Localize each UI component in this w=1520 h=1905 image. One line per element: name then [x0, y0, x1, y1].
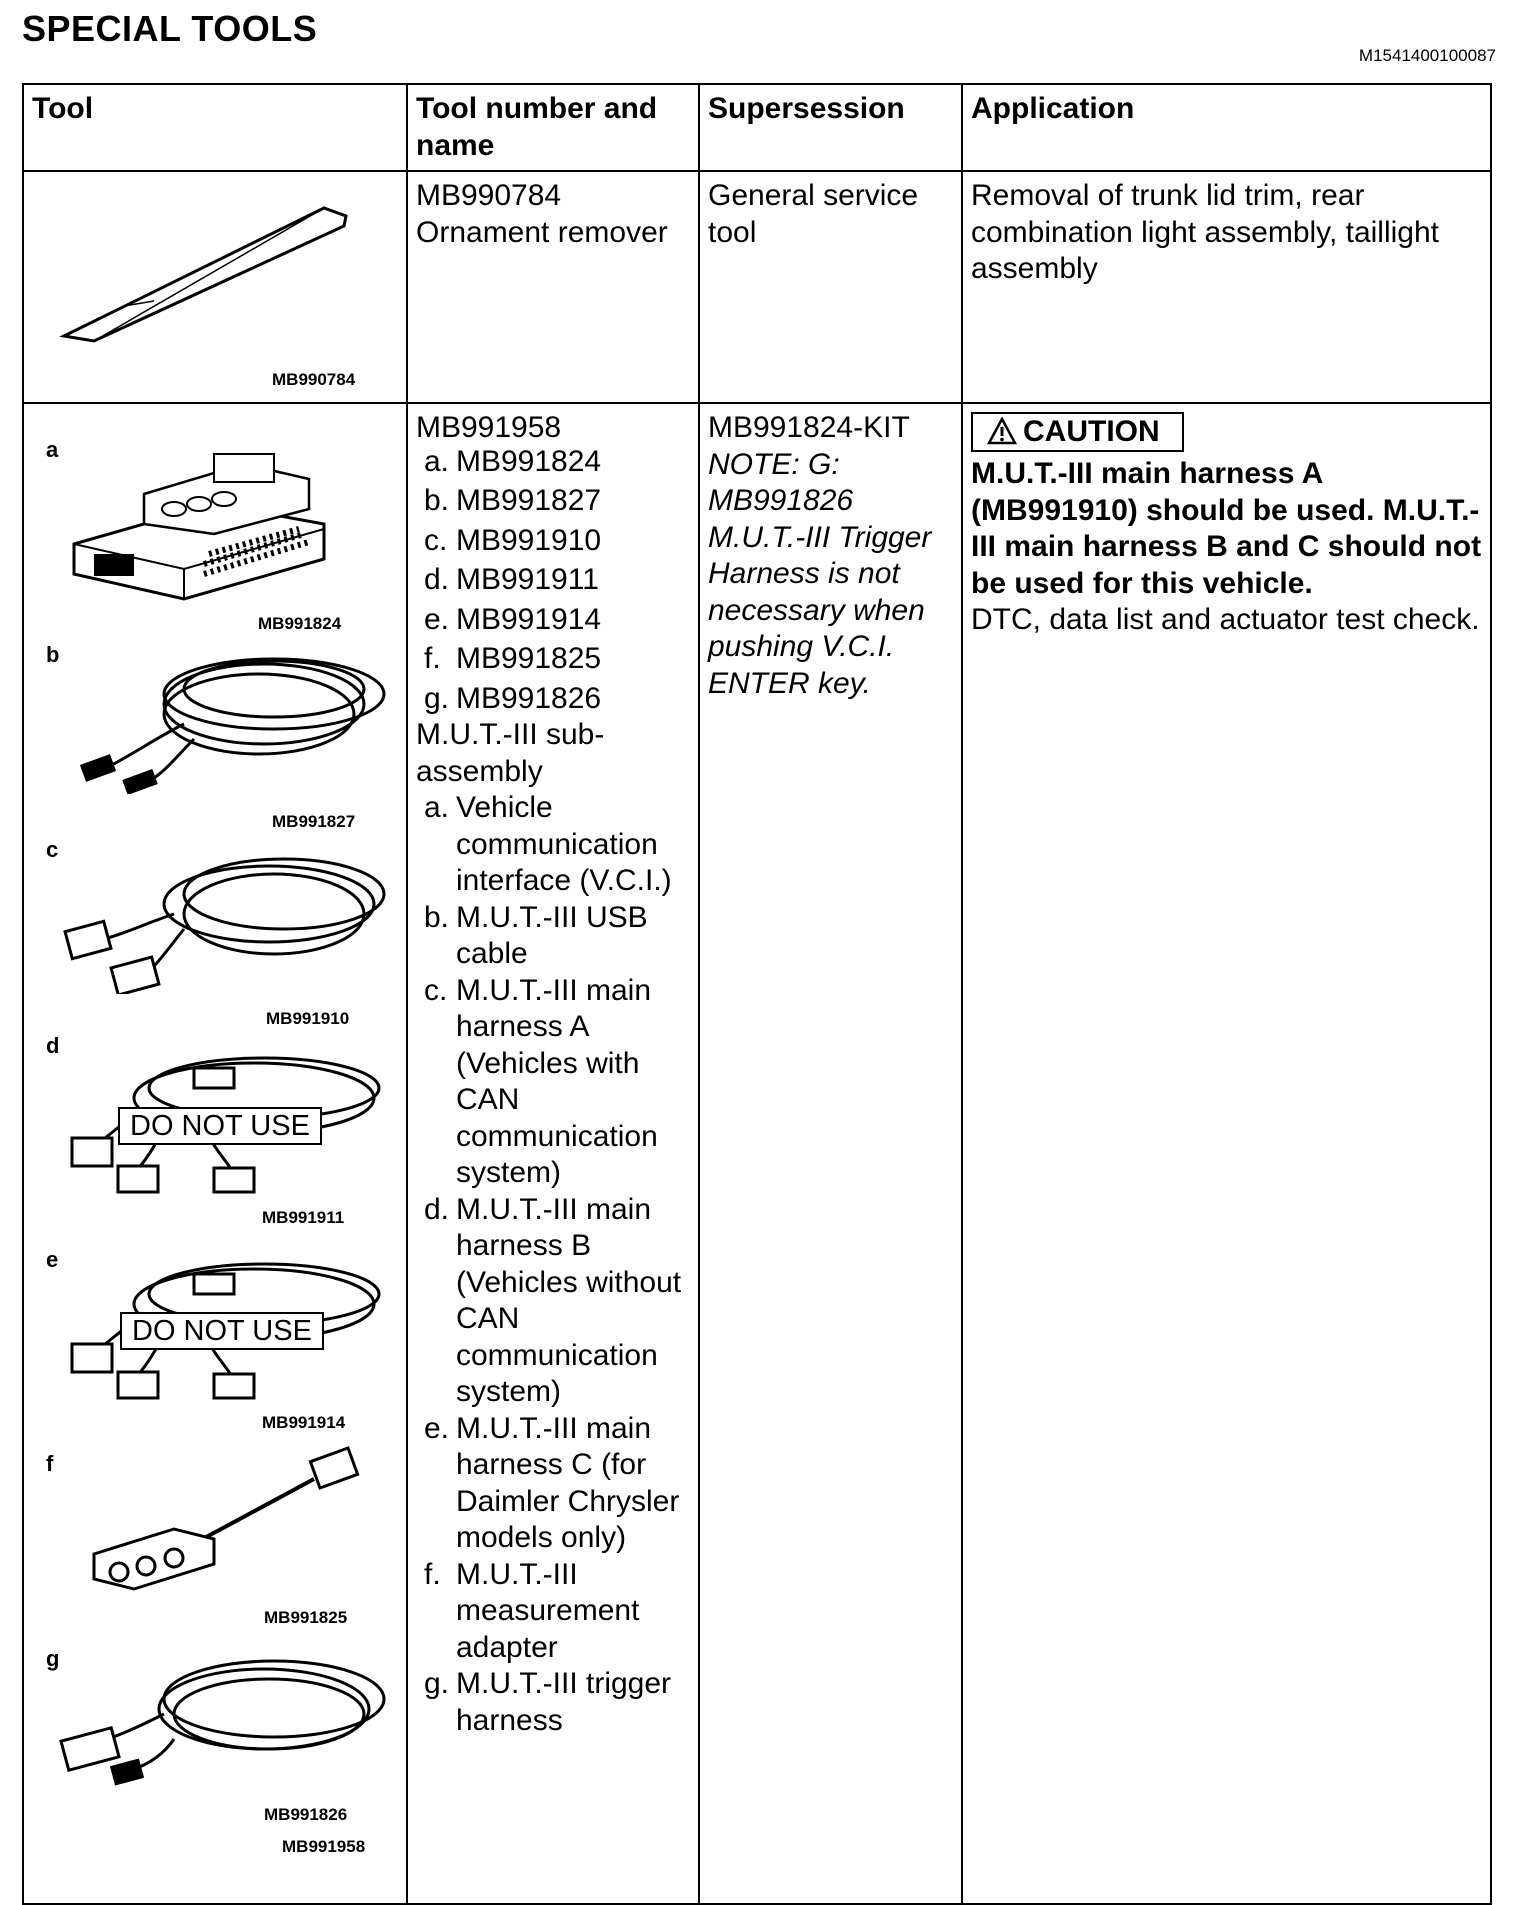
image-letter: e [46, 1247, 59, 1272]
image-label: MB991825 [264, 1608, 348, 1627]
caution-box [971, 412, 1184, 452]
image-letter: b [46, 642, 60, 667]
part-item: c. MB991910 [424, 523, 602, 557]
part-item: f. MB991825 [424, 642, 602, 675]
image-label: MB990784 [272, 370, 356, 389]
caution-label: CAUTION [1023, 415, 1160, 448]
image-label: MB991827 [272, 812, 356, 831]
image-label: MB991914 [262, 1413, 346, 1432]
do-not-use-label: DO NOT USE [120, 1312, 324, 1350]
part-item: d. MB991911 [424, 563, 599, 596]
tool-number: MB991958 [416, 411, 562, 444]
main-harness-a-illustration [54, 844, 394, 994]
table-row [23, 403, 1491, 1904]
part-name-item: e. M.U.T.-III main harness C (for Daimler Chrysler models only) [424, 1411, 680, 1554]
header-supersession: Supersession [699, 84, 962, 171]
application-cell [962, 403, 1491, 1904]
vci-device-illustration [64, 434, 344, 604]
part-name-item: a. Vehicle communication interface (V.C.I.) [424, 791, 672, 897]
tool-number-cell [407, 171, 699, 403]
image-label: MB991911 [262, 1208, 345, 1227]
tool-image-cell [23, 171, 407, 403]
document-id: M1541400100087 [1358, 46, 1496, 65]
measurement-adapter-illustration [84, 1444, 374, 1594]
image-letter: c [46, 837, 59, 862]
part-item: a. MB991824 [424, 444, 602, 478]
usb-cable-illustration [74, 644, 394, 794]
supersession-note: NOTE: G: MB991826 M.U.T.-III Trigger Harness is not necessary when pushing V.C.I. ENTER key. [708, 447, 932, 700]
image-letter: a [46, 437, 59, 462]
set-label: MB991958 [282, 1837, 366, 1856]
special-tools-table [22, 83, 1492, 1905]
supersession-cell [699, 403, 962, 1904]
tool-name: Ornament remover [416, 215, 668, 249]
header-tool-number: Tool number and name [407, 84, 699, 171]
subassembly-title: M.U.T.-III sub-assembly [416, 718, 605, 788]
tool-image-cell [23, 403, 407, 1904]
header-row [23, 84, 1491, 171]
image-letter: d [46, 1033, 60, 1058]
supersession-kit: MB991824-KIT [708, 411, 910, 444]
part-name-item: c. M.U.T.-III main harness A (Vehicles with CAN communication system) [424, 973, 658, 1189]
header-application: Application [962, 84, 1491, 171]
image-label: MB991824 [258, 614, 342, 633]
part-name-item: f. M.U.T.-III measurement adapter [424, 1557, 640, 1664]
image-letter: f [46, 1451, 54, 1476]
application-text: DTC, data list and actuator test check. [971, 603, 1480, 636]
part-name-item: b. M.U.T.-III USB cable [424, 900, 648, 970]
part-name-item: g. M.U.T.-III trigger harness [424, 1667, 672, 1737]
part-item: g. MB991826 [424, 681, 602, 715]
part-item: e. MB991914 [424, 602, 602, 636]
page-title: SPECIAL TOOLS [22, 8, 318, 49]
header-tool: Tool [23, 84, 407, 171]
image-label: MB991910 [266, 1009, 350, 1028]
application-cell: Removal of trunk lid trim, rear combination light assembly, taillight assembly [962, 171, 1491, 403]
ornament-remover-illustration [54, 196, 354, 346]
do-not-use-label: DO NOT USE [118, 1107, 322, 1145]
tool-number: MB990784 [416, 179, 562, 212]
supersession-cell: General service tool [699, 171, 962, 403]
tool-number-cell [407, 403, 699, 1904]
table-row [23, 171, 1491, 403]
caution-text: M.U.T.-III main harness A (MB991910) should be used. M.U.T.-III main harness B and C should not be used for this vehicle. [971, 457, 1482, 600]
warning-triangle-icon [987, 417, 1017, 445]
image-label: MB991826 [264, 1805, 348, 1824]
trigger-harness-illustration [54, 1644, 394, 1794]
part-name-item: d. M.U.T.-III main harness B (Vehicles without CAN communication system) [424, 1192, 682, 1408]
image-letter: g [46, 1646, 60, 1671]
part-item: b. MB991827 [424, 484, 602, 517]
